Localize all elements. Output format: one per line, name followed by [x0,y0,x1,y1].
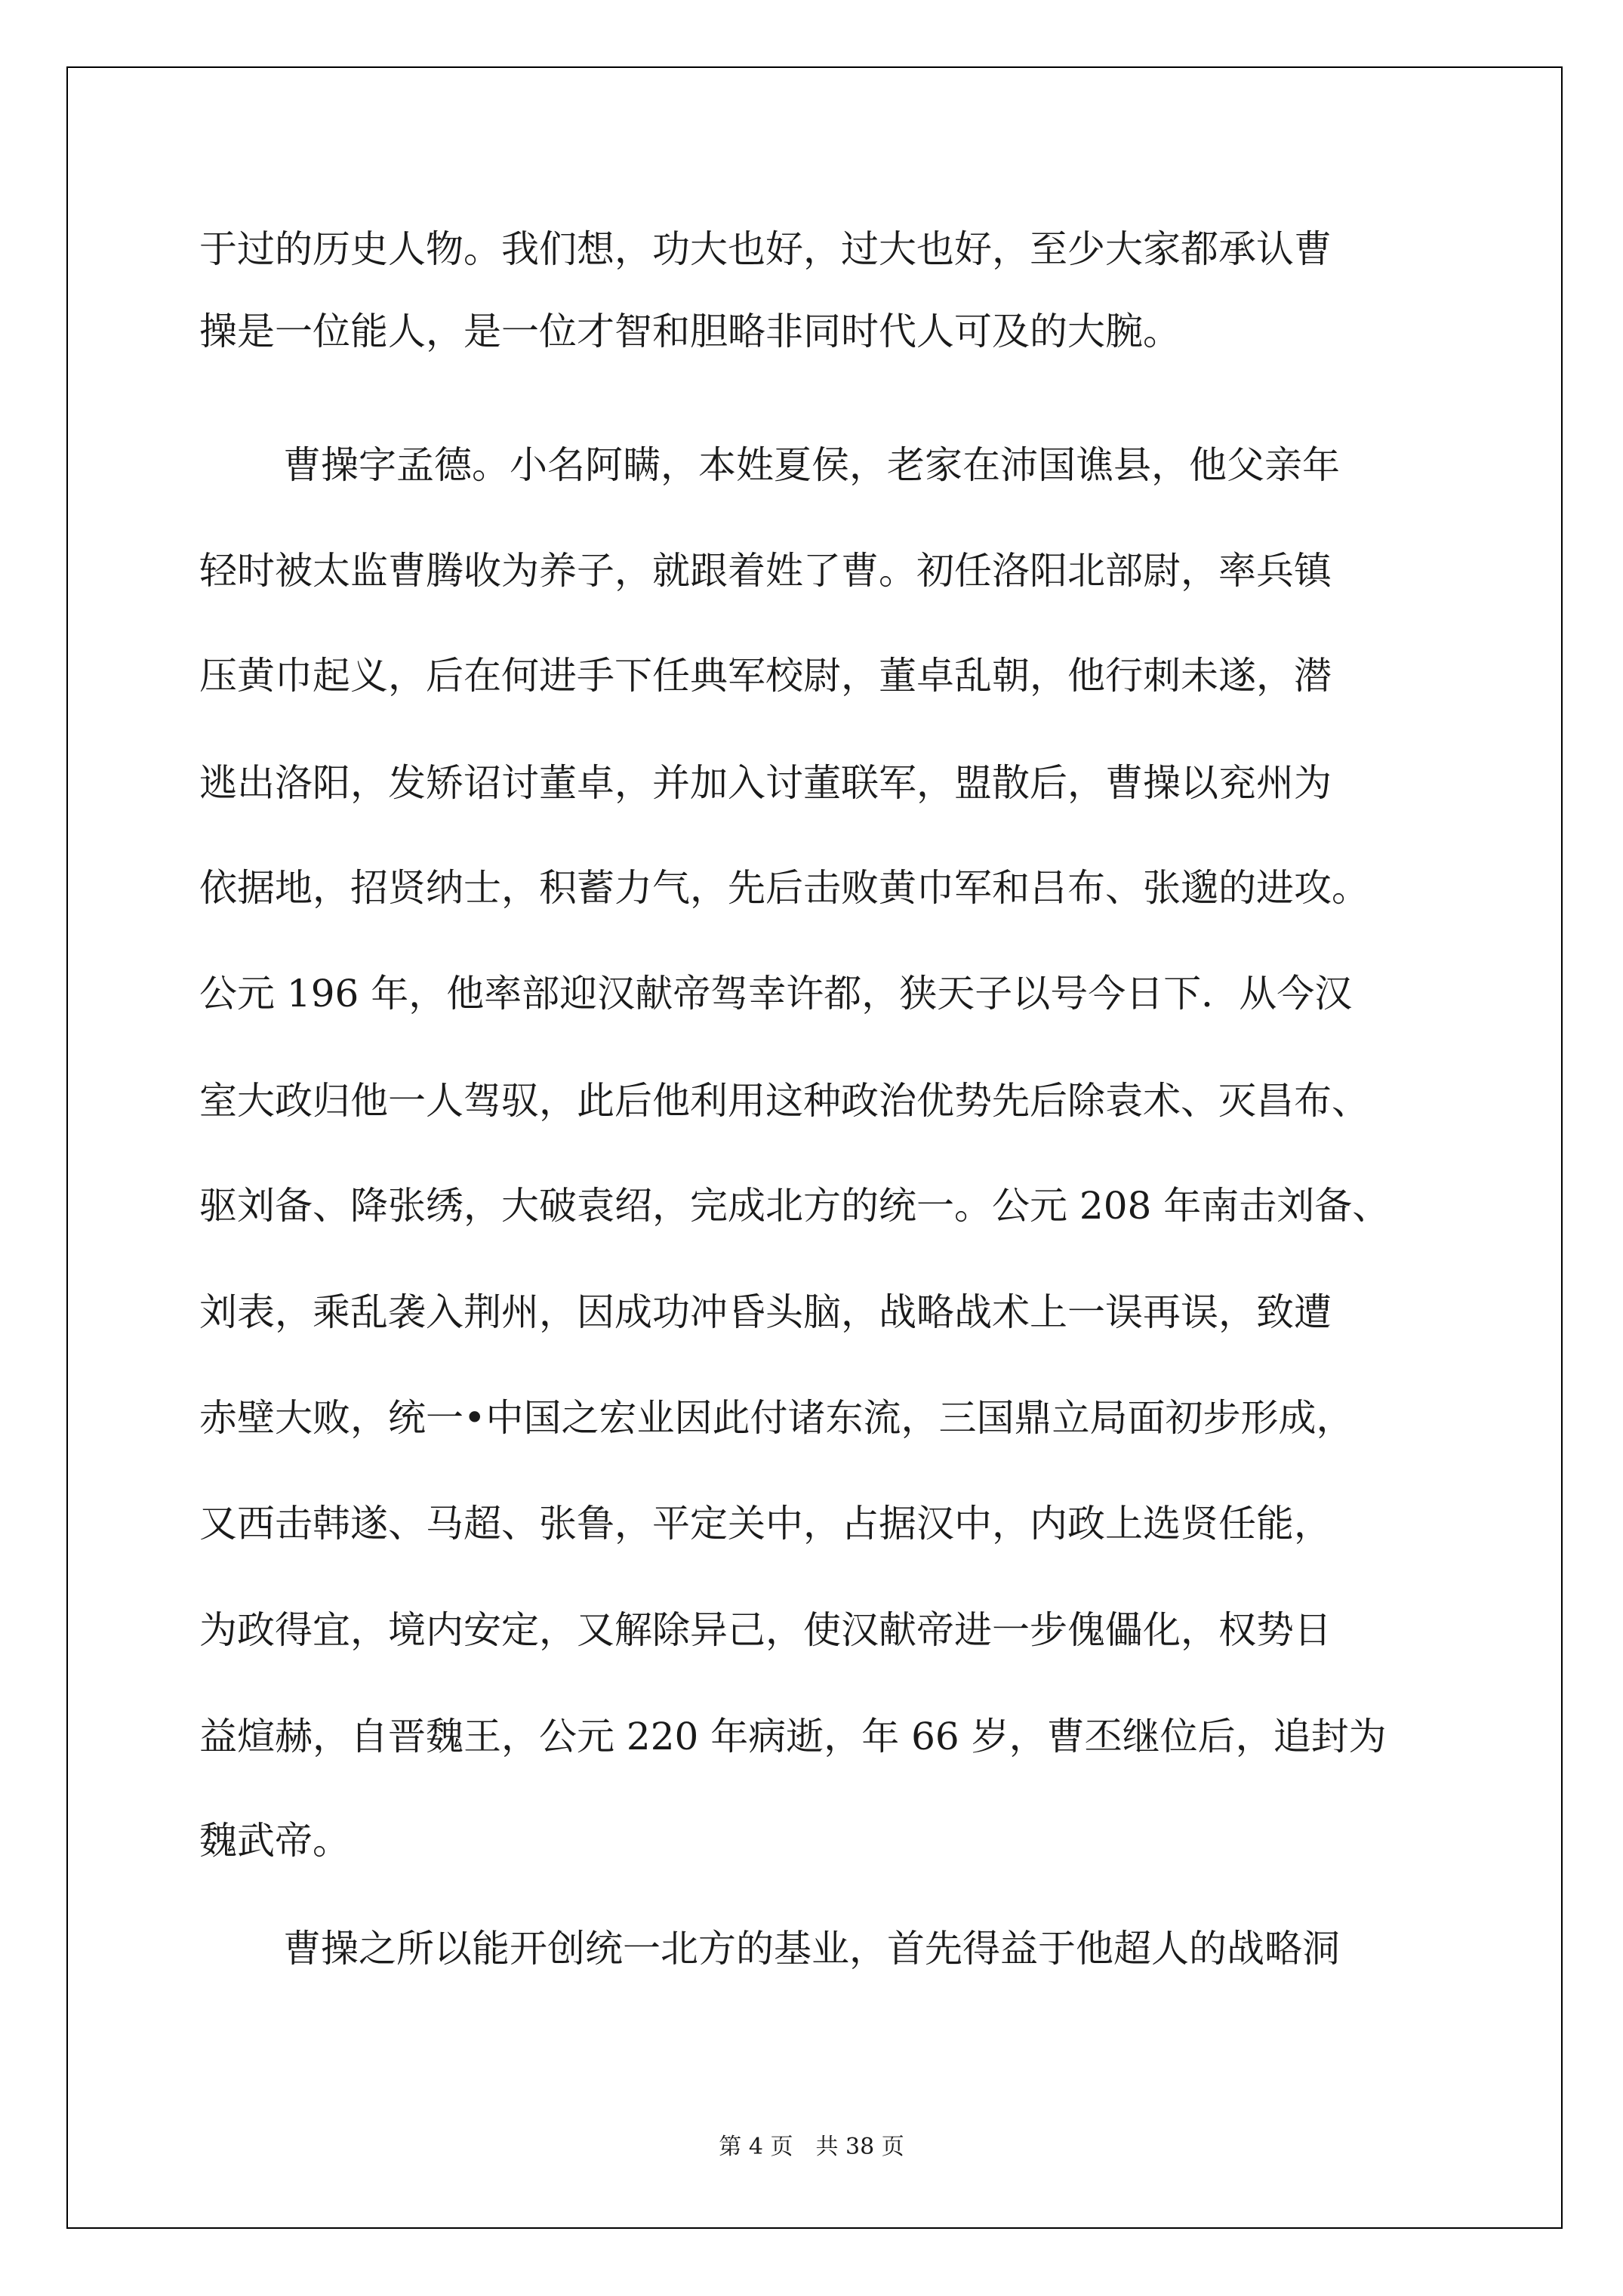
page-border [66,66,1563,2229]
paragraph-first-line: 曹操之所以能开创统一北方的基业，首先得益于他超人的战略洞 [283,1927,1340,1971]
body-text-line: 赤壁大败，统一•中国之宏业因此付诸东流，三国鼎立局面初步形成， [199,1396,1354,1440]
body-text-line: 轻时被太监曹腾收为养子，就跟着姓了曹。初任洛阳北部尉，率兵镇 [199,549,1332,593]
body-text-line: 益煊赫，自晋魏王，公元 220 年病逝，年 66 岁，曹丕继位后，追封为 [199,1715,1387,1758]
paragraph-first-line: 曹操字孟德。小名阿瞒，本姓夏侯，老家在沛国谯县，他父亲年 [283,443,1340,487]
body-text-line: 操是一位能人，是一位才智和胆略非同时代人可及的大腕。 [199,310,1181,353]
body-text-line: 室大政归他一人驾驭，此后他利用这种政治优势先后除袁术、灭昌布、 [199,1079,1369,1123]
body-text-line: 刘表，乘乱袭入荆州，因成功冲昏头脑，战略战术上一误再误，致遭 [199,1290,1332,1334]
body-text-line: 魏武帝。 [199,1819,350,1863]
body-text-line: 为政得宜，境内安定，又解除异己，使汉献帝进一步傀儡化，权势日 [199,1608,1332,1652]
body-text-line: 公元 196 年，他率部迎汉献帝驾幸许都，狭天子以号今日下．从今汉 [199,972,1353,1015]
body-text-line: 压黄巾起义，后在何进手下任典军校尉，董卓乱朝，他行刺未遂，潜 [199,654,1332,698]
body-text-line: 又西击韩遂、马超、张鲁，平定关中，占据汉中，内政上选贤任能， [199,1502,1332,1546]
body-text-line: 逃出洛阳，发矫诏讨董卓，并加入讨董联军，盟散后，曹操以兖州为 [199,761,1332,805]
body-text-line: 依据地，招贤纳士，积蓄力气，先后击败黄巾军和吕布、张邈的进攻。 [199,866,1369,910]
body-text-line: 驱刘备、降张绣，大破袁绍，完成北方的统一。公元 208 年南击刘备、 [199,1184,1390,1228]
page-number-footer: 第 4 页 共 38 页 [719,2134,904,2160]
body-text-line: 于过的历史人物。我们想，功大也好，过大也好，至少大家都承认曹 [199,227,1332,271]
